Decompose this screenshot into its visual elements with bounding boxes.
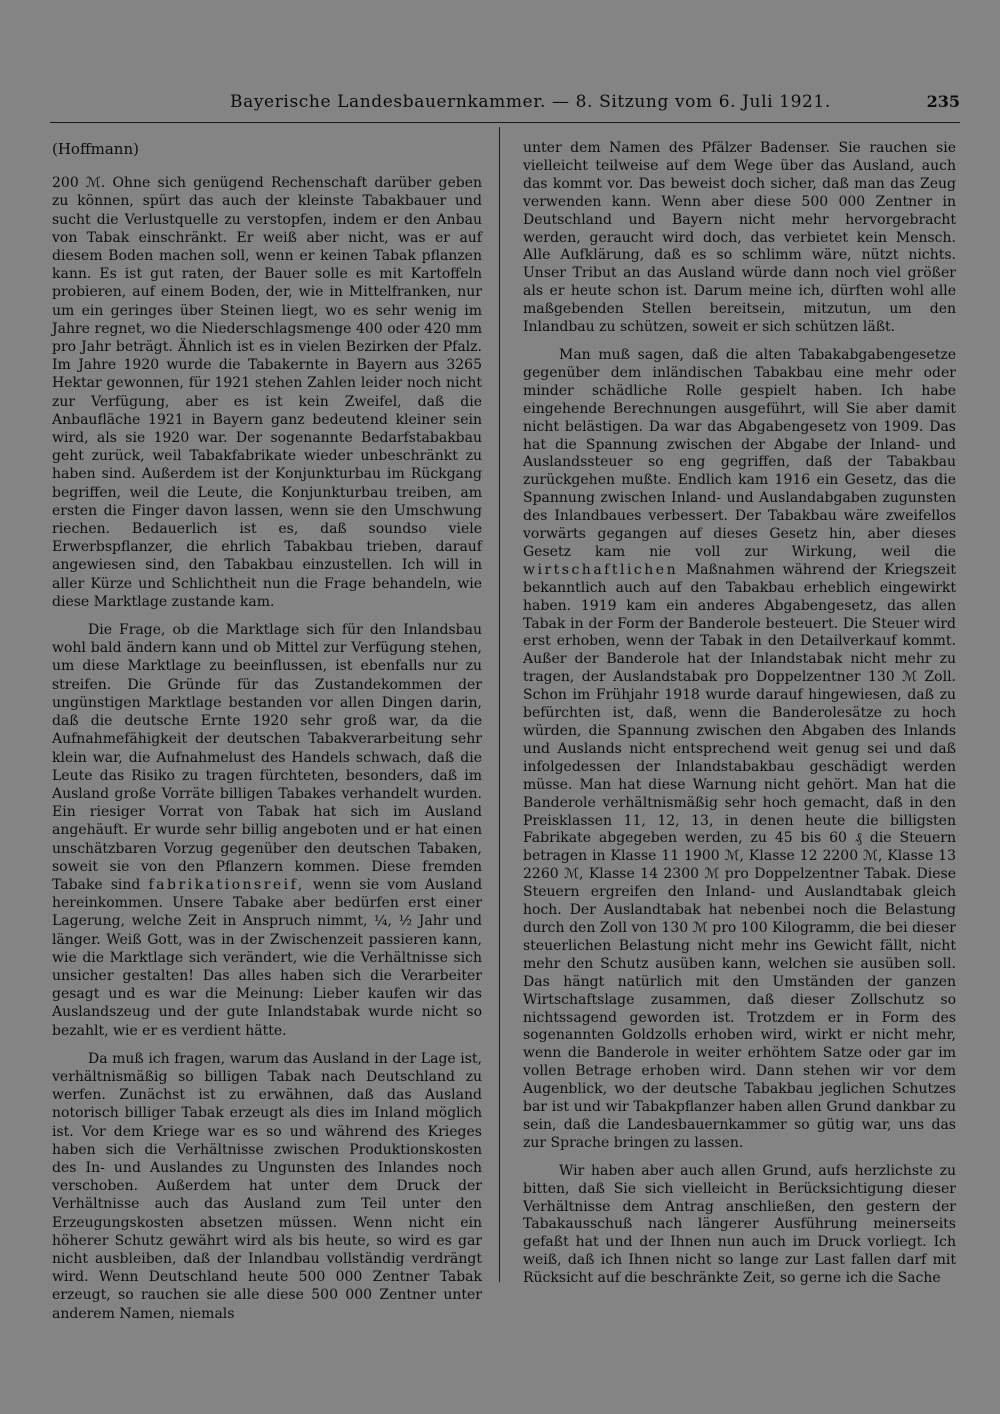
paragraph-text: Maßnahmen während der Kriegszeit bekanntlich auch auf den Tabakbau erheblich eingewirkt haben. 1919 kam ein anderes Abgabengesetz, das allen Tabak in der Form der Banderole besteuert. Die Steuer wird erst erhoben, wenn der Tabak in den Detailverkauf kommt. Außer der Banderole hat der Inlandstabak nicht mehr zu tragen, der Auslandstabak pro Doppelzentner 130 ℳ Zoll. Schon im Frühjahr 1918 wurde darauf hingewiesen, daß zu befürchten ist, daß, wenn die Banderolesätze zu hoch würden, die Spannung zwischen den Abgaben des Inlands und Auslands nicht entsprechend weit genug sei und daß infolgedessen der Inlandstabakbau geschädigt werden müsse. Man hat diese Warnung nicht gehört. Man hat die Banderole verhältnismäßig sehr hoch gemacht, daß in den Preisklassen 11, 12, 13, in denen heute die billigsten Fabrikate abgegeben werden, zu 45 bis 60 ₰ die Steuern betragen in Klasse 11 1900 ℳ, Klasse 12 2200 ℳ, Klasse 13 2260 ℳ, Klasse 14 2300 ℳ pro Doppelzentner Tabak. Diese Steuern ergreifen den Inland- und Auslandtabak gleich hoch. Der Auslandtabak hat nebenbei noch die Belastung durch den Zoll von 130 ℳ pro 100 Kilogramm, die bei dieser steuerlichen Belastung nicht mehr ins Gewicht fällt, nicht mehr den Schutz ausüben kann, welchen sie ausüben soll. Das hängt natürlich mit den Umständen der ganzen Wirtschaftslage zusammen, daß dieser Zollschutz so nichtssagend geworden ist. Trotzdem er in Form des sogenannten Goldzolls erhoben wird, wirkt er nicht mehr, wenn die Banderole in weiter erhöhtem Satze oder gar im vollen Betrage erhoben wird. Dann stehen wir vor dem Augenblick, wo der deutsche Tabakbau jeglichen Schutzes bar ist und wir Tabakpflanzer haben allen Grund dankbar zu sein, daß die Landesbauernkammer so gütig war, uns das zur Sprache bringen zu lassen. [523,561,956,1151]
paragraph: 200 ℳ. Ohne sich genügend Rechenschaft darüber geben zu können, spürt das auch der kleinste Tabakbauer und sucht die Verlustquelle zu verstopfen, indem er den Anbau von Tabak einschränkt. Er weiß aber nicht, was er auf diesem Boden machen soll, wenn er keinen Tabak pflanzen kann. Es ist gut raten, der Bauer solle es mit Kartoffeln probieren, auf einem Boden, der, wie in Mittelfranken, nur um ein geringes über Steinen liegt, wo es sehr wenig im Jahre regnet, wo die Niederschlagsmenge 400 oder 420 mm pro Jahr beträgt. Ähnlich ist es in vielen Bezirken der Pfalz. Im Jahre 1920 wurde die Tabakernte in Bayern aus 3265 Hektar gewonnen, für 1921 stehen Zahlen leider noch nicht zur Verfügung, aber es ist kein Zweifel, daß die Anbaufläche 1921 in Bayern ganz bedeutend kleiner sein wird, als sie 1920 war. Der sogenannte Bedarfstabakbau geht zurück, weil Tabakfabrikate wieder unbeschränkt zu haben sind. Außerdem ist der Konjunkturbau im Rückgang begriffen, weil die Leute, die Konjunkturbau treiben, am ersten die Finger davon lassen, wenn sie den Umschwung riechen. Bedauerlich ist es, daß soundso viele Erwerbspflanzer, die ehrlich Tabakbau trieben, darauf angewiesen sind, den Tabakbau einzustellen. Ich will in aller Kürze und Schlichtheit nun die Frage behandeln, wie diese Marktlage zustande kam. [52,175,482,610]
paragraph: unter dem Namen des Pfälzer Badenser. Sie rauchen sie vielleicht teilweise auf dem Wege über das Ausland, auch das kommt vor. Das beweist doch sicher, daß man das Zeug verwenden kann. Wenn aber diese 500 000 Zentner in Deutschland und Bayern nicht mehr hervorgebracht werden, geraucht wird doch, das verbietet kein Mensch. Alle Aufklärung, daß es so schlimm wäre, nützt nichts. Unser Tribut an das Ausland würde dann noch viel größer als er heute schon ist. Darum meine ich, dürften wohl alle maßgebenden Stellen bereitsein, mitzutun, um den Inlandbau zu schützen, soweit er sich schützen läßt. [523,140,956,336]
paragraph: Da muß ich fragen, warum das Ausland in der Lage ist, verhältnismäßig so billigen Tabak nach Deutschland zu werfen. Zunächst ist zu erwähnen, daß das Ausland notorisch billiger Tabak erzeugt als dies im Inland möglich ist. Vor dem Kriege war es so und während des Krieges haben sich die Verhältnisse zwischen Produktionskosten des In- und Auslandes zu Ungunsten des Inlandes noch verschoben. Außerdem hat unter dem Druck der Verhältnisse auch das Ausland zum Teil unter den Erzeugungskosten absetzen müssen. Wenn nicht ein höherer Schutz gewährt wird als bis heute, so wird es gar nicht ausbleiben, daß der Inlandbau vollständig verdrängt wird. Wenn Deutschland heute 500 000 Zentner Tabak erzeugt, so rauchen sie alle diese 500 000 Zentner unter anderem Namen, niemals [52,1050,482,1322]
paragraph: Wir haben aber auch allen Grund, aufs herzlichste zu bitten, daß Sie sich vielleicht in Berücksichtigung dieser Verhältnisse dem Antrag anschließen, den gestern der Tabakausschuß nach längerer Ausführung meinerseits gefaßt hat und der Ihnen nun auch im Druck vorliegt. Ich weiß, daß ich Ihnen nicht so lange zur Last fallen darf mit Rücksicht auf die beschränkte Zeit, so gerne ich die Sache [523,1162,956,1287]
column-rule [499,127,500,1282]
paragraph [523,347,956,1153]
page-header [230,92,960,120]
header-rule [50,122,960,123]
paragraph-text: wenn sie vom Ausland hereinkommen. Unsere Tabake aber bedürfen erst einer Lagerung, welche Zeit in Anspruch nimmt, ¼, ½ Jahr und länger. Weiß Gott, was in der Zwischenzeit passieren kann, wie die Marktlage sich verändert, wie die Verhältnisse sich unsicher gestalten! Das alles haben sich die Verarbeiter gesagt und es war die Meinung: Lieber kaufen wir das Auslandszeug und der gute Inlandstabak wurde nicht so bezahlt, wie er es verdient hätte. [52,876,483,1039]
paragraph [52,621,482,1040]
emphasized-word: wirtschaftlichen [523,561,679,578]
page-number: 235 [926,92,960,111]
left-column [52,140,482,1333]
speaker-name: (Hoffmann) [52,140,139,158]
paragraph-text: Die Frage, ob die Marktlage sich für den Inlandsbau wohl bald ändern kann und ob Mittel zur Verfügung stehen, um diese Marktlage zu beeinflussen, ist ebenfalls nur zu streifen. Die Gründe für das Zustandekommen der ungünstigen Marktlage bestanden vor allen Dingen darin, daß die deutsche Ernte 1920 sehr groß war, da die Aufnahmefähigkeit der deutschen Tabakverarbeitung sehr klein war, die Aufnahmelust des Handels schwach, daß die Leute das Risiko zu tragen fürchteten, besonders, daß im Ausland große Vorräte billigen Tabakes verhandelt wurden. Ein riesiger Vorrat von Tabak hat sich im Ausland angehäuft. Er wurde sehr billig angeboten und er hat einen unschätzbaren Vorzug gegenüber den deutschen Tabaken, soweit sie von den Pflanzern kommen. Diese fremden Tabake sind [52,622,482,893]
emphasized-word: fabrikationsreif, [148,876,305,893]
paragraph-text: Man muß sagen, daß die alten Tabakabgabengesetze gegenüber dem inländischen Tabakbau eine mehr oder minder schädliche Rolle gespielt haben. Ich habe eingehende Berechnungen ausgeführt, will Sie aber damit nicht belästigen. Da war das Abgabengesetz von 1909. Das hat die Spannung zwischen der Abgabe der Inland- und Auslandssteuer so eng gegriffen, daß der Tabakbau zurückgehen mußte. Endlich kam 1916 ein Gesetz, das die Spannung zwischen Inland- und Auslandabgaben zugunsten des Inlandbaues verbessert. Der Tabakbau wäre zweifellos vorwärts gegangen auf dieses Gesetz hin, aber dieses Gesetz kam nie voll zur Wirkung, weil die [523,346,956,560]
right-column [523,140,956,1298]
running-title: Bayerische Landesbauernkammer. — 8. Sitzung vom 6. Juli 1921. [230,92,831,112]
